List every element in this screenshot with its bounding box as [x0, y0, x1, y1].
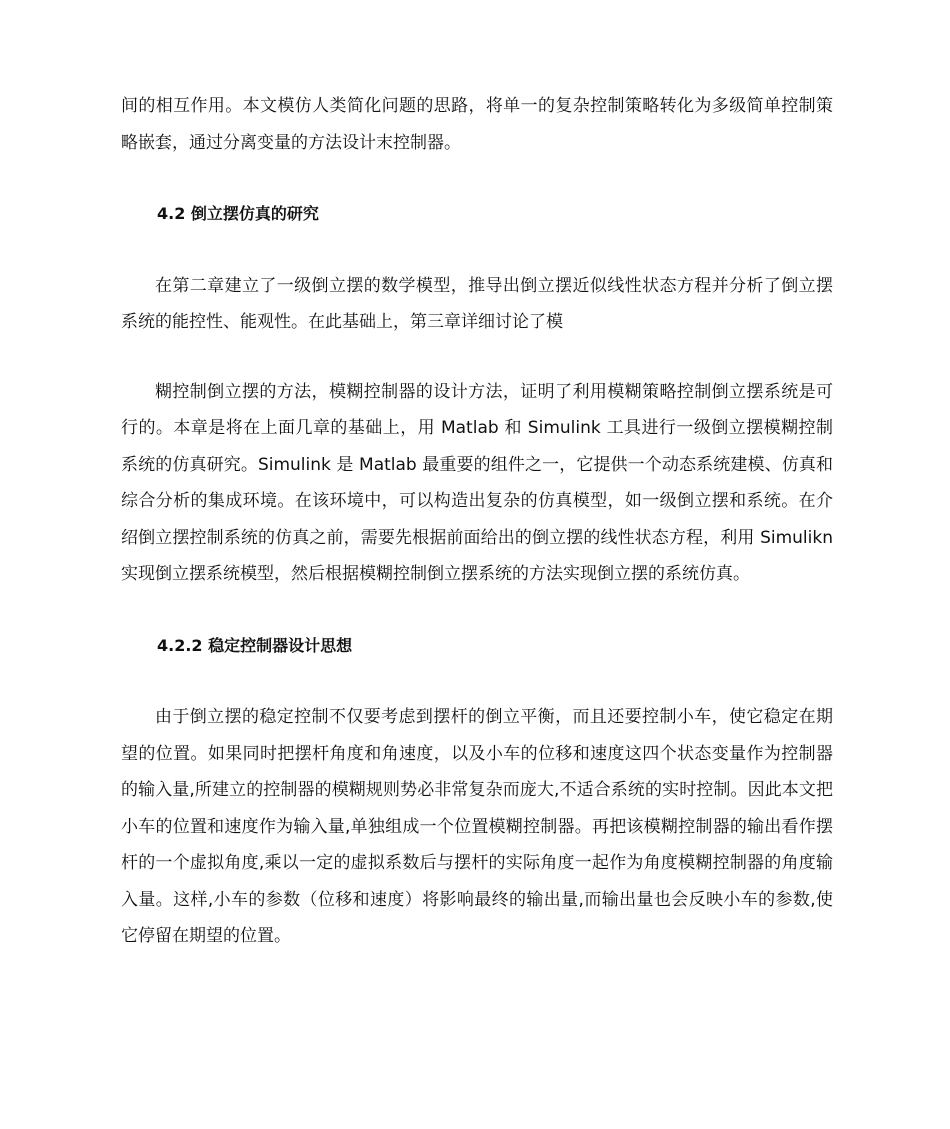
- section-heading-4-2: 4.2 倒立摆仿真的研究: [157, 204, 319, 223]
- paragraph-simulation-overview: 糊控制倒立摆的方法，模糊控制器的设计方法，证明了利用模糊策略控制倒立摆系统是可行的。本章是将在上面几章的基础上，用 Matlab 和 Simulink 工具进行一级倒立摆模糊控制系统的仿真研究。Simulink 是 Matlab 最重要的组件之一，它提供一个动态系统建模、仿真和综合分析的集成环境。在该环境中，可以构造出复杂的仿真模型，如一级倒立摆和系统。在介绍倒立摆控制系统的仿真之前，需要先根据前面给出的倒立摆的线性状态方程，利用 Simulikn 实现倒立摆系统模型，然后根据模糊控制倒立摆系统的方法实现倒立摆的系统仿真。: [121, 381, 833, 584]
- paragraph-chapter-summary: 在第二章建立了一级倒立摆的数学模型，推导出倒立摆近似线性状态方程并分析了倒立摆系统的能控性、能观性。在此基础上，第三章详细讨论了模: [121, 275, 833, 332]
- paragraph-intro: 间的相互作用。本文模仿人类简化问题的思路，将单一的复杂控制策略转化为多级简单控制策略嵌套，通过分离变量的方法设计末控制器。: [121, 96, 833, 153]
- document-page: [121, 88, 833, 955]
- paragraph-controller-design: 由于倒立摆的稳定控制不仅要考虑到摆杆的倒立平衡，而且还要控制小车，使它稳定在期望的位置。如果同时把摆杆角度和角速度，以及小车的位移和速度这四个状态变量作为控制器的输入量,所建立的控制器的模糊规则势必非常复杂而庞大,不适合系统的实时控制。因此本文把小车的位置和速度作为输入量,单独组成一个位置模糊控制器。再把该模糊控制器的输出看作摆杆的一个虚拟角度,乘以一定的虚拟系数后与摆杆的实际角度一起作为角度模糊控制器的角度输入量。这样,小车的参数（位移和速度）将影响最终的输出量,而输出量也会反映小车的参数,使它停留在期望的位置。: [121, 707, 833, 946]
- section-heading-4-2-2: 4.2.2 稳定控制器设计思想: [157, 635, 353, 655]
